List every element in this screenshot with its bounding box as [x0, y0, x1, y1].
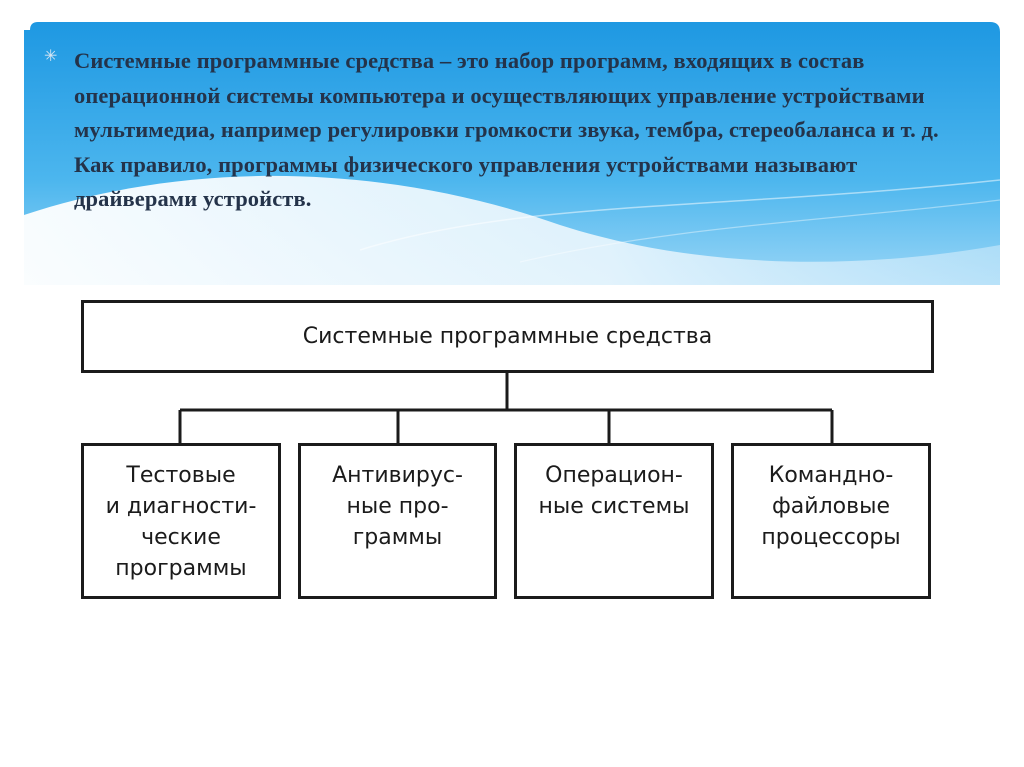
bullet-icon: ✳	[44, 46, 58, 65]
diagram-child-box-antivirus	[298, 443, 497, 599]
diagram-child-label: Операцион- ные системы	[538, 463, 690, 519]
diagram-child-box-shell	[731, 443, 931, 599]
diagram-child-label: Антивирус- ные про- граммы	[332, 463, 463, 550]
diagram-root-box	[81, 300, 934, 373]
diagram-child-box-testing	[81, 443, 281, 599]
diagram-child-label: Тестовые и диагности- ческие программы	[105, 463, 257, 581]
diagram-child-label: Командно- файловые процессоры	[761, 463, 901, 550]
slide-paragraph: Системные программные средства – это набор программ, входящих в состав операционной системы компьютера и осуществляющих управление устройствами мультимедиа, например регулировки громкости звука, тембра, стереобаланса и т. д. Как правило, программы физического управления устройствами называют драйверами устройств.	[74, 48, 939, 211]
diagram-root-label: Системные программные средства	[302, 324, 713, 349]
diagram-child-box-os	[514, 443, 714, 599]
